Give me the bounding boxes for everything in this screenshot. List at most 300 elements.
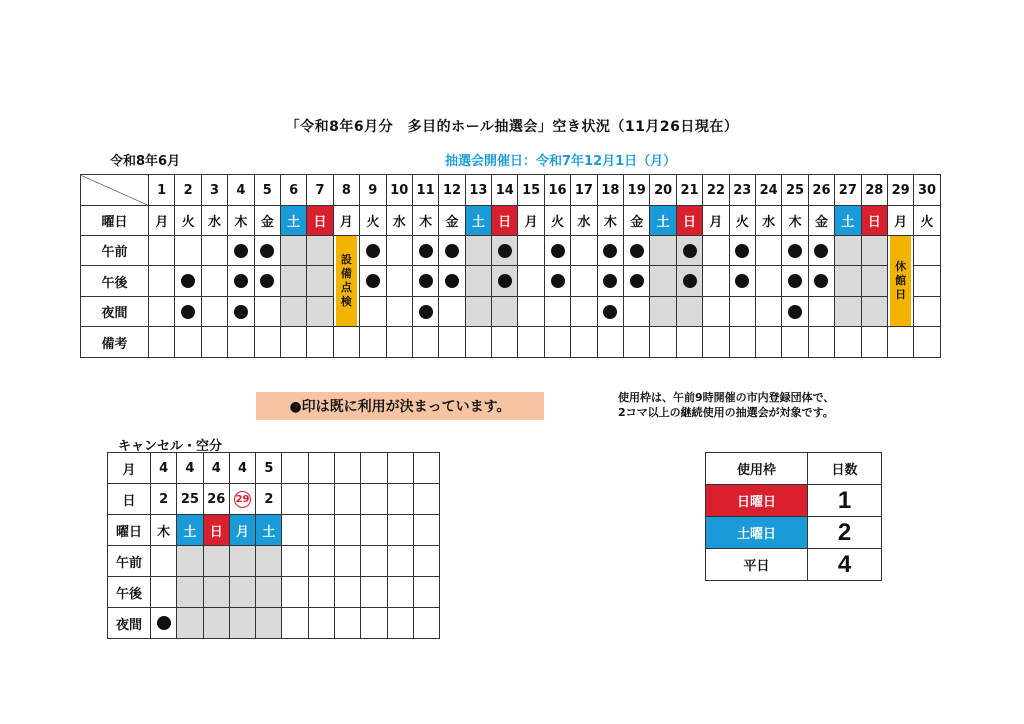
empty-cell xyxy=(282,577,308,608)
remark-cell xyxy=(650,327,676,358)
slot-cell xyxy=(861,266,887,297)
empty-cell xyxy=(308,546,334,577)
reserved-dot xyxy=(445,244,459,258)
slot-cell xyxy=(624,266,650,297)
empty-cell xyxy=(282,608,308,639)
weekday-cell: 水 xyxy=(386,206,412,236)
cancel-month: 4 xyxy=(229,453,255,484)
slot-cell xyxy=(729,266,755,297)
reserved-dot xyxy=(630,244,644,258)
day-number: 19 xyxy=(624,175,650,206)
slot-cell xyxy=(914,266,940,297)
closed-bar xyxy=(890,236,911,326)
remark-cell xyxy=(360,327,386,358)
month-label: 令和8年6月 xyxy=(110,154,181,169)
empty-cell xyxy=(387,484,413,515)
slot-cell xyxy=(228,297,254,327)
day-number: 24 xyxy=(755,175,781,206)
slot-cell xyxy=(177,608,203,639)
remark-cell xyxy=(703,327,729,358)
empty-cell xyxy=(361,546,387,577)
slot-cell xyxy=(360,297,386,327)
weekday-cell: 金 xyxy=(808,206,834,236)
empty-cell xyxy=(413,484,439,515)
maintenance-char: 点 xyxy=(340,281,352,294)
reserved-dot xyxy=(181,305,195,319)
slot-cell xyxy=(782,297,808,327)
empty-cell xyxy=(387,453,413,484)
day-number: 23 xyxy=(729,175,755,206)
slot-cell xyxy=(835,297,861,327)
remark-cell xyxy=(333,327,359,358)
slot-cell xyxy=(808,266,834,297)
weekday-cell: 土 xyxy=(650,206,676,236)
day-number: 16 xyxy=(544,175,570,206)
day-number: 8 xyxy=(333,175,359,206)
reserved-dot xyxy=(683,244,697,258)
reserved-dot xyxy=(419,244,433,258)
maintenance-bar xyxy=(336,236,357,326)
legend-label-saturday: 土曜日 xyxy=(706,517,808,549)
legend-value-saturday: 2 xyxy=(808,517,882,549)
slot-cell xyxy=(492,297,518,327)
weekday-cell: 日 xyxy=(861,206,887,236)
slot-cell xyxy=(597,236,623,266)
slot-cell xyxy=(201,236,227,266)
empty-cell xyxy=(308,453,334,484)
slot-cell xyxy=(149,297,175,327)
slot-cell xyxy=(175,236,201,266)
remark-cell xyxy=(914,327,940,358)
empty-cell xyxy=(361,453,387,484)
maintenance-char: 検 xyxy=(340,295,352,308)
empty-cell xyxy=(308,608,334,639)
cancel-month: 4 xyxy=(177,453,203,484)
reserved-dot xyxy=(814,244,828,258)
empty-cell xyxy=(282,453,308,484)
slot-cell xyxy=(201,266,227,297)
slot-cell xyxy=(256,577,282,608)
remark-cell xyxy=(149,327,175,358)
holiday-circle: 29 xyxy=(234,491,251,508)
legend-header-slot: 使用枠 xyxy=(706,453,808,485)
reserved-dot xyxy=(735,244,749,258)
slot-cell xyxy=(151,577,177,608)
legend-header-days: 日数 xyxy=(808,453,882,485)
day-number: 4 xyxy=(228,175,254,206)
empty-cell xyxy=(308,577,334,608)
cancel-label: キャンセル・空分 xyxy=(118,439,223,454)
slot-cell xyxy=(808,297,834,327)
slot-cell xyxy=(914,297,940,327)
day-number: 29 xyxy=(887,175,913,206)
slot-cell xyxy=(650,236,676,266)
slot-cell xyxy=(439,236,465,266)
slot-cell xyxy=(229,608,255,639)
day-number: 26 xyxy=(808,175,834,206)
slot-cell xyxy=(492,236,518,266)
usage-note-line: 2コマ以上の継続使用の抽選会が対象です。 xyxy=(618,406,834,419)
day-number: 18 xyxy=(597,175,623,206)
reserved-dot xyxy=(260,244,274,258)
slot-cell xyxy=(861,297,887,327)
reserved-dot xyxy=(630,274,644,288)
remark-cell xyxy=(307,327,333,358)
slot-cell xyxy=(254,266,280,297)
day-number: 6 xyxy=(280,175,306,206)
weekday-cell: 火 xyxy=(175,206,201,236)
reserved-dot xyxy=(260,274,274,288)
remark-cell xyxy=(544,327,570,358)
reserved-dot xyxy=(551,244,565,258)
legend-label-weekday: 平日 xyxy=(706,549,808,581)
slot-cell xyxy=(676,236,702,266)
reserved-dot xyxy=(551,274,565,288)
reserved-dot xyxy=(814,274,828,288)
day-number: 7 xyxy=(307,175,333,206)
cancel-weekday: 土 xyxy=(256,515,282,546)
remark-cell xyxy=(280,327,306,358)
slot-cell xyxy=(703,236,729,266)
weekday-cell: 月 xyxy=(703,206,729,236)
empty-cell xyxy=(413,453,439,484)
slot-cell xyxy=(201,297,227,327)
slot-cell xyxy=(914,236,940,266)
empty-cell xyxy=(361,484,387,515)
slot-cell xyxy=(203,546,229,577)
day-number: 25 xyxy=(782,175,808,206)
slot-cell xyxy=(149,266,175,297)
day-number: 22 xyxy=(703,175,729,206)
slot-cell xyxy=(544,297,570,327)
slot-cell xyxy=(307,297,333,327)
slot-cell xyxy=(280,266,306,297)
slot-cell xyxy=(650,297,676,327)
slot-cell xyxy=(571,297,597,327)
remark-cell xyxy=(465,327,491,358)
slot-cell xyxy=(254,236,280,266)
cancel-day xyxy=(229,484,255,515)
reserved-dot xyxy=(234,244,248,258)
day-number: 5 xyxy=(254,175,280,206)
slot-cell xyxy=(280,236,306,266)
remark-cell xyxy=(518,327,544,358)
slot-cell xyxy=(544,236,570,266)
remark-cell xyxy=(439,327,465,358)
empty-cell xyxy=(387,546,413,577)
weekday-cell: 木 xyxy=(782,206,808,236)
slot-cell xyxy=(412,297,438,327)
empty-cell xyxy=(308,515,334,546)
remark-cell xyxy=(175,327,201,358)
reserved-dot xyxy=(788,305,802,319)
availability-table xyxy=(80,174,941,358)
slot-cell xyxy=(782,236,808,266)
cancel-weekday: 土 xyxy=(177,515,203,546)
day-number: 12 xyxy=(439,175,465,206)
weekday-cell: 月 xyxy=(887,206,913,236)
slot-cell xyxy=(360,236,386,266)
slot-cell xyxy=(228,236,254,266)
slot-cell xyxy=(465,266,491,297)
slot-cell xyxy=(703,297,729,327)
reserved-dot xyxy=(234,305,248,319)
empty-cell xyxy=(413,608,439,639)
reserved-dot xyxy=(181,274,195,288)
slot-cell xyxy=(177,546,203,577)
cancel-weekday: 木 xyxy=(151,515,177,546)
day-number: 13 xyxy=(465,175,491,206)
remark-cell xyxy=(624,327,650,358)
day-number: 15 xyxy=(518,175,544,206)
maintenance-cell xyxy=(333,236,359,327)
weekday-cell: 火 xyxy=(544,206,570,236)
slot-cell xyxy=(254,297,280,327)
row-label: 曜日 xyxy=(81,206,149,236)
slot-cell xyxy=(808,236,834,266)
cancel-weekday: 日 xyxy=(203,515,229,546)
weekday-cell: 日 xyxy=(307,206,333,236)
slot-cell xyxy=(624,236,650,266)
empty-cell xyxy=(335,515,361,546)
remark-cell xyxy=(729,327,755,358)
empty-cell xyxy=(335,577,361,608)
day-number: 10 xyxy=(386,175,412,206)
slot-cell xyxy=(518,236,544,266)
slot-cell xyxy=(729,297,755,327)
remark-cell xyxy=(782,327,808,358)
slot-cell xyxy=(835,266,861,297)
empty-cell xyxy=(335,484,361,515)
slot-cell xyxy=(386,236,412,266)
reserved-dot xyxy=(419,305,433,319)
slot-cell xyxy=(518,266,544,297)
slot-cell xyxy=(439,297,465,327)
weekday-cell: 水 xyxy=(571,206,597,236)
day-number: 27 xyxy=(835,175,861,206)
slot-cell xyxy=(518,297,544,327)
legend-table xyxy=(705,452,882,581)
remark-cell xyxy=(254,327,280,358)
row-label: 備考 xyxy=(81,327,149,358)
reserved-dot xyxy=(419,274,433,288)
cancel-day: 26 xyxy=(203,484,229,515)
remark-cell xyxy=(228,327,254,358)
usage-note-line: 使用枠は、午前9時開催の市内登録団体で、 xyxy=(618,391,835,404)
slot-cell xyxy=(597,266,623,297)
maintenance-char: 備 xyxy=(340,267,352,280)
weekday-cell: 火 xyxy=(729,206,755,236)
slot-cell xyxy=(571,266,597,297)
empty-cell xyxy=(387,577,413,608)
empty-cell xyxy=(413,546,439,577)
empty-cell xyxy=(413,515,439,546)
slot-cell xyxy=(465,236,491,266)
weekday-cell: 金 xyxy=(624,206,650,236)
cancel-month: 4 xyxy=(203,453,229,484)
slot-cell xyxy=(492,266,518,297)
cancel-weekday: 月 xyxy=(229,515,255,546)
weekday-cell: 日 xyxy=(492,206,518,236)
day-number: 17 xyxy=(571,175,597,206)
remark-cell xyxy=(835,327,861,358)
reserved-dot xyxy=(603,274,617,288)
maintenance-char: 設 xyxy=(340,253,352,266)
slot-cell xyxy=(149,236,175,266)
day-number: 3 xyxy=(201,175,227,206)
row-label: 夜間 xyxy=(81,297,149,327)
remark-cell xyxy=(861,327,887,358)
slot-cell xyxy=(676,297,702,327)
cancel-day: 2 xyxy=(151,484,177,515)
lottery-date-label: 抽選会開催日：令和7年12月1日（月） xyxy=(445,154,677,169)
slot-cell xyxy=(597,297,623,327)
weekday-cell: 日 xyxy=(676,206,702,236)
slot-cell xyxy=(782,266,808,297)
corner-cell xyxy=(81,175,149,206)
cancel-month: 5 xyxy=(256,453,282,484)
weekday-cell: 金 xyxy=(254,206,280,236)
empty-cell xyxy=(282,515,308,546)
slot-cell xyxy=(755,236,781,266)
empty-cell xyxy=(387,608,413,639)
reserved-dot xyxy=(445,274,459,288)
reserved-dot xyxy=(234,274,248,288)
remark-cell xyxy=(808,327,834,358)
slot-cell xyxy=(412,266,438,297)
legend-value-sunday: 1 xyxy=(808,485,882,517)
empty-cell xyxy=(308,484,334,515)
row-label: 曜日 xyxy=(108,515,151,546)
slot-cell xyxy=(835,236,861,266)
weekday-cell: 水 xyxy=(201,206,227,236)
empty-cell xyxy=(335,453,361,484)
weekday-cell: 月 xyxy=(333,206,359,236)
slot-cell xyxy=(280,297,306,327)
slot-cell xyxy=(229,577,255,608)
empty-cell xyxy=(361,577,387,608)
slot-cell xyxy=(175,297,201,327)
slot-cell xyxy=(151,546,177,577)
slot-cell xyxy=(386,297,412,327)
reserved-dot xyxy=(603,244,617,258)
closed-char: 館 xyxy=(895,274,907,287)
slot-cell xyxy=(544,266,570,297)
page-title: 「令和8年6月分 多目的ホール抽選会」空き状況（11月26日現在） xyxy=(285,119,739,135)
slot-cell xyxy=(203,608,229,639)
day-number: 21 xyxy=(676,175,702,206)
reserved-note: ●印は既に利用が決まっています。 xyxy=(256,392,544,420)
slot-cell xyxy=(703,266,729,297)
weekday-cell: 火 xyxy=(914,206,940,236)
slot-cell xyxy=(861,236,887,266)
weekday-cell: 木 xyxy=(228,206,254,236)
remark-cell xyxy=(676,327,702,358)
slot-cell xyxy=(177,577,203,608)
reserved-dot xyxy=(498,244,512,258)
row-label: 月 xyxy=(108,453,151,484)
closed-char: 休 xyxy=(895,260,907,273)
slot-cell xyxy=(360,266,386,297)
cancel-month: 4 xyxy=(151,453,177,484)
remark-cell xyxy=(412,327,438,358)
remark-cell xyxy=(597,327,623,358)
slot-cell xyxy=(624,297,650,327)
empty-cell xyxy=(335,608,361,639)
remark-cell xyxy=(386,327,412,358)
weekday-cell: 火 xyxy=(360,206,386,236)
weekday-cell: 土 xyxy=(280,206,306,236)
empty-cell xyxy=(335,546,361,577)
weekday-cell: 金 xyxy=(439,206,465,236)
remark-cell xyxy=(887,327,913,358)
empty-cell xyxy=(413,577,439,608)
weekday-cell: 土 xyxy=(465,206,491,236)
row-label: 午前 xyxy=(108,546,151,577)
empty-cell xyxy=(387,515,413,546)
slot-cell xyxy=(571,236,597,266)
remark-cell xyxy=(201,327,227,358)
reserved-dot xyxy=(366,274,380,288)
slot-cell xyxy=(755,266,781,297)
empty-cell xyxy=(361,515,387,546)
empty-cell xyxy=(361,608,387,639)
slot-cell xyxy=(228,266,254,297)
closed-char: 日 xyxy=(895,288,907,301)
day-number: 14 xyxy=(492,175,518,206)
row-label: 午後 xyxy=(81,266,149,297)
usage-note xyxy=(618,390,834,420)
day-number: 30 xyxy=(914,175,940,206)
remark-cell xyxy=(492,327,518,358)
slot-cell xyxy=(256,608,282,639)
reserved-dot xyxy=(366,244,380,258)
reserved-dot xyxy=(735,274,749,288)
weekday-cell: 水 xyxy=(755,206,781,236)
day-number: 2 xyxy=(175,175,201,206)
weekday-cell: 木 xyxy=(412,206,438,236)
reserved-dot xyxy=(788,244,802,258)
row-label: 夜間 xyxy=(108,608,151,639)
closed-cell xyxy=(887,236,913,327)
slot-cell xyxy=(412,236,438,266)
slot-cell xyxy=(439,266,465,297)
slot-cell xyxy=(151,608,177,639)
day-number: 20 xyxy=(650,175,676,206)
cancel-day: 2 xyxy=(256,484,282,515)
slot-cell xyxy=(676,266,702,297)
reserved-dot xyxy=(788,274,802,288)
empty-cell xyxy=(282,546,308,577)
reserved-dot xyxy=(157,616,171,630)
slot-cell xyxy=(307,236,333,266)
slot-cell xyxy=(465,297,491,327)
reserved-dot xyxy=(498,274,512,288)
day-number: 9 xyxy=(360,175,386,206)
slot-cell xyxy=(229,546,255,577)
slot-cell xyxy=(386,266,412,297)
empty-cell xyxy=(282,484,308,515)
cancel-day: 25 xyxy=(177,484,203,515)
weekday-cell: 月 xyxy=(149,206,175,236)
slot-cell xyxy=(650,266,676,297)
slot-cell xyxy=(175,266,201,297)
cancel-table xyxy=(107,452,440,639)
remark-cell xyxy=(571,327,597,358)
slot-cell xyxy=(307,266,333,297)
day-number: 1 xyxy=(149,175,175,206)
reserved-dot xyxy=(683,274,697,288)
